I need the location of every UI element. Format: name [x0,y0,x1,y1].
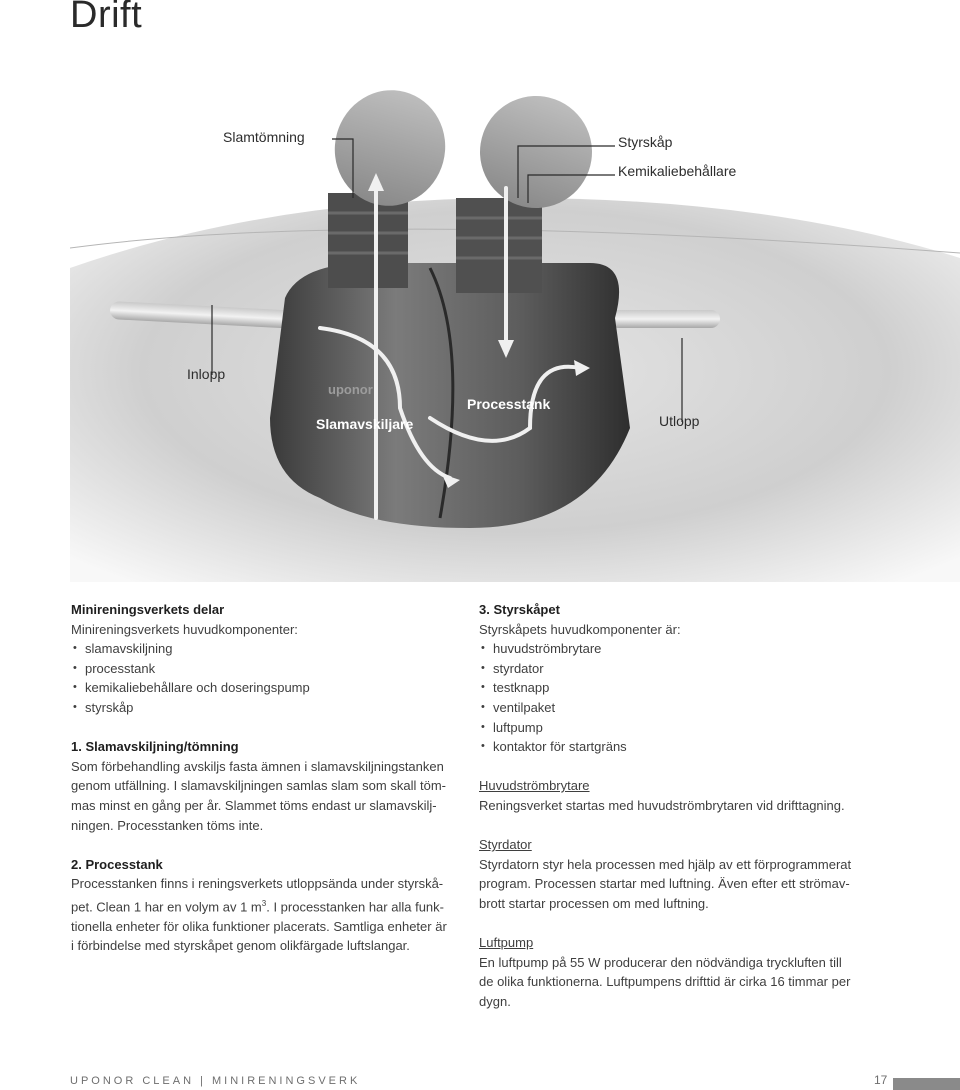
label-slamtomning: Slamtömning [223,129,305,145]
luftpump-line: En luftpump på 55 W producerar den nödvändiga tryckluften till [479,954,842,970]
section-1-heading: 1. Slamavskiljning/tömning [71,739,239,755]
section-2-heading: 2. Processtank [71,856,163,872]
footer-text: UPONOR CLEAN | MINIRENINGSVERK [70,1075,361,1087]
parts-intro: Minireningsverkets huvudkomponenter: [71,621,298,637]
right-column [479,600,899,1011]
control-riser [456,198,542,293]
parts-heading: Minireningsverkets delar [71,602,225,617]
label-processtank: Processtank [467,396,551,412]
section-3-item: • testknapp [479,678,899,698]
left-column [71,600,471,956]
luftpump-line: de olika funktionerna. Luftpumpens drifttid är cirka 16 timmar per [479,974,851,990]
parts-item: • slamavskiljning [71,639,471,659]
styrdator-heading: Styrdator [479,837,532,853]
tank-logo: uponor [328,382,373,397]
section-3-item: • luftpump [479,718,899,738]
label-kemikaliebehallare: Kemikaliebehållare [618,163,737,179]
section-2-line: Processtanken finns i reningsverkets utloppsända under styrskå- [71,876,444,892]
styrdator-line: program. Processen startar med luftning. Även efter ett strömav- [479,876,850,892]
styrdator-line: Styrdatorn styr hela processen med hjälp av ett förprogrammerat [479,856,852,872]
tank-illustration [70,48,960,582]
styrdator-line: brott startar processen om med luftning. [479,895,709,911]
label-styrskap: Styrskåp [618,134,673,150]
section-3-intro: Styrskåpets huvudkomponenter är: [479,621,681,637]
section-1-line: ningen. Processtanken töms inte. [71,817,264,833]
label-slamavskiljare: Slamavskiljare [316,416,414,432]
section-3-item: • huvudströmbrytare [479,639,899,659]
label-utlopp: Utlopp [659,413,700,429]
product-illustration [70,48,960,582]
section-2-text: pet. Clean 1 har en volym av 1 m [71,899,262,915]
section-3-heading: 3. Styrskåpet [479,602,560,617]
huvudstrombrytare-heading: Huvudströmbrytare [479,778,590,794]
parts-item: • kemikaliebehållare och doseringspump [71,678,471,698]
parts-item: • processtank [71,659,471,679]
sludge-riser [328,193,408,288]
luftpump-heading: Luftpump [479,935,534,951]
section-2-line [71,894,471,917]
section-1-line: Som förbehandling avskiljs fasta ämnen i slamavskiljningstanken [71,758,444,774]
superscript: 3 [261,898,267,908]
page-title: Drift [70,0,143,36]
outlet-pipe [610,310,720,328]
section-2-line: tionella enheter för olika funktioner placerats. Samtliga enheter är [71,918,447,934]
page-number: 17 [874,1073,888,1087]
tank-body [270,263,630,528]
parts-item: • styrskåp [71,698,471,718]
section-1-line: genom utfällning. I slamavskiljningen samlas slam som skall töm- [71,778,446,794]
section-3-item: • kontaktor för startgräns [479,737,899,757]
luftpump-line: dygn. [479,993,511,1009]
label-inlopp: Inlopp [187,366,226,382]
section-3-item: • styrdator [479,659,899,679]
page-number-bar [893,1078,960,1090]
section-2-text: . I processtanken har alla funk- [266,899,444,915]
section-2-line: i förbindelse med styrskåpet genom olikfärgade luftslangar. [71,938,410,954]
section-3-item: • ventilpaket [479,698,899,718]
section-1-line: mas minst en gång per år. Slammet töms endast ur slamavskilj- [71,797,437,813]
huvudstrombrytare-text: Reningsverket startas med huvudströmbrytaren vid drifttagning. [479,797,845,813]
